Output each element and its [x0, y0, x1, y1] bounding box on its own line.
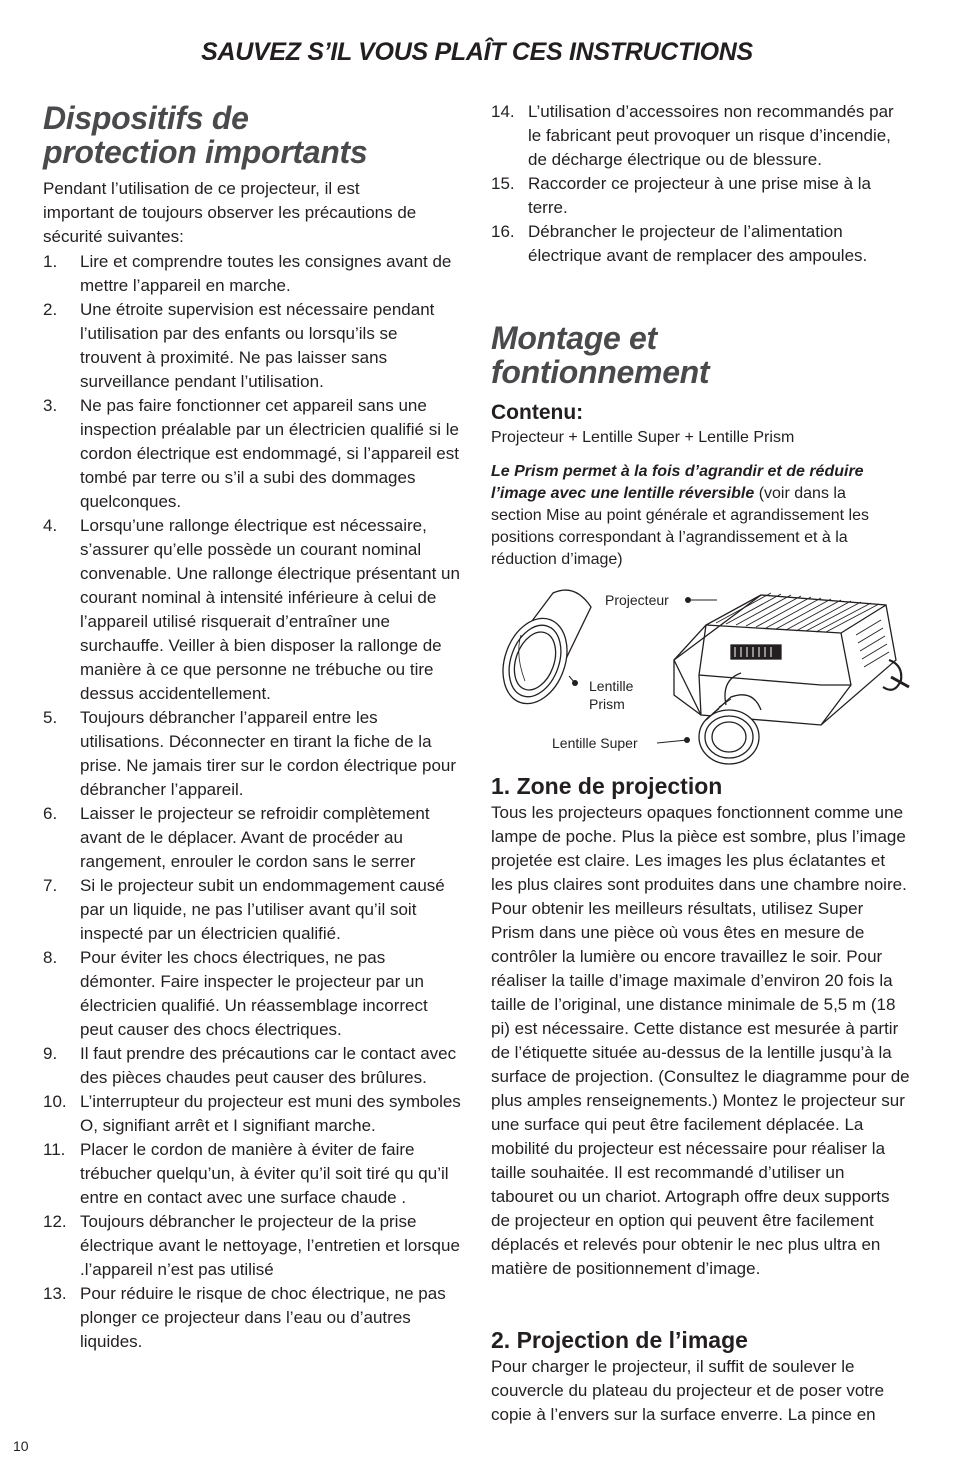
list-item-text: Il faut prendre des précautions car le contact avec des pièces chaudes peut causer des brûlures. — [80, 1044, 457, 1087]
safety-list-continued — [491, 100, 901, 268]
setup-title-line-1: Montage et — [491, 320, 657, 356]
section-2-heading: 2. Projection de l’image — [491, 1327, 748, 1353]
list-item — [43, 1042, 463, 1090]
list-item — [43, 394, 463, 514]
prism-lens-drawing — [492, 590, 591, 713]
setup-title-line-2: fontionnement — [491, 354, 710, 390]
list-item-number: 11. — [43, 1140, 66, 1159]
safety-intro: Pendant l’utilisation de ce projecteur, il est important de toujours observer les précautions de sécurité suivantes: — [43, 179, 417, 246]
list-item-number: 6. — [43, 804, 58, 823]
list-item — [43, 250, 463, 298]
list-item — [43, 1138, 463, 1210]
list-item-number: 10. — [43, 1092, 67, 1111]
list-item — [491, 172, 901, 220]
list-item-number: 16. — [491, 222, 515, 241]
list-item-text: Toujours débrancher l’appareil entre les utilisations. Déconnecter en tirant la fiche de la prise. Ne jamais tirer sur le cordon électrique pour débrancher l’appareil. — [80, 708, 457, 799]
list-item — [43, 1090, 463, 1138]
label-prism-lens-line-2: Prism — [589, 696, 625, 712]
list-item-number: 15. — [491, 174, 515, 193]
label-prism-lens-line-1: Lentille — [589, 678, 634, 694]
label-super-lens: Lentille Super — [552, 735, 638, 751]
list-item-number: 8. — [43, 948, 58, 967]
label-projector: Projecteur — [605, 592, 669, 608]
list-item-number: 13. — [43, 1284, 67, 1303]
contents-text: Projecteur + Lentille Super + Lentille Prism — [491, 429, 795, 446]
list-item — [43, 1282, 463, 1354]
page-header: SAUVEZ S’IL VOUS PLAÎT CES INSTRUCTIONS — [201, 38, 753, 66]
list-item — [43, 874, 463, 946]
section-1-heading: 1. Zone de projection — [491, 773, 723, 799]
list-item-text: Si le projecteur subit un endommagement causé par un liquide, ne pas l’utiliser avant qu’il soit inspecté par un électricien qualifié. — [80, 876, 445, 943]
label-prism-lens — [589, 677, 633, 713]
list-item-number: 2. — [43, 300, 58, 319]
contents-heading: Contenu: — [491, 401, 584, 424]
list-item-text: Lorsqu’une rallonge électrique est nécessaire, s’assurer qu’elle possède un courant nominal convenable. Une rallonge électrique présentant un courant nominal à intensité inférieure à celui de l’appareil utilisé risquerait d’entraîner une surchauffe. Veiller à bien disposer la rallonge de manière à ce que personne ne trébuche ou tire dessus accidentellement. — [80, 516, 460, 703]
prism-description-text: (voir dans la section Mise au point générale et agrandissement les positions correspondant à l’agrandissement et à la réduction d’image) — [491, 485, 869, 568]
list-item-number: 9. — [43, 1044, 58, 1063]
prism-description — [491, 461, 886, 571]
section-1-text: Tous les projecteurs opaques fonctionnent comme une lampe de poche. Plus la pièce est sombre, plus l’image projetée est claire. Les images les plus éclatantes et les plus claires sont produites dans une chambre noire. Pour obtenir les meilleurs résultats, utilisez Super Prism dans une pièce où vous êtes en mesure de contrôler la lumière ou encore travaillez le soir. Pour réaliser la taille d’image maximale d’environ 20 fois la taille de l’original, une distance minimale de 5,5 m (18 pi) est nécessaire. Cette distance est mesurée à partir de l’étiquette située au-dessus de la lentille jusqu’à la surface de projection. (Consultez le diagramme pour de plus amples renseignements.) Montez le projecteur sur une surface qui peut être facilement déplacée. La mobilité du projecteur est nécessaire pour réaliser la taille souhaitée. Il est recommandé d’utiliser un tabouret ou un chariot. Artograph offre deux supports de projecteur en option qui peuvent être facilement déplacés et relevés pour obtenir le nec plus ultra en matière de positionnement d’image. — [491, 803, 910, 1278]
list-item-number: 14. — [491, 102, 515, 121]
list-item-text: Ne pas faire fonctionner cet appareil sans une inspection préalable par un électricien qualifié si le cordon électrique est endommagé, si l’appareil est tombé par terre ou s’il a subi des dommages quelconques. — [80, 396, 459, 511]
safety-title-line-2: protection importants — [43, 134, 368, 170]
list-item-text: Toujours débrancher le projecteur de la prise électrique avant le nettoyage, l’entretien et lorsque .l’appareil n’est pas utilisé — [80, 1212, 460, 1279]
list-item — [43, 802, 463, 874]
list-item-text: Laisser le projecteur se refroidir complètement avant de le déplacer. Avant de procéder au rangement, enrouler le cordon sans le serrer — [80, 804, 430, 871]
list-item — [43, 706, 463, 802]
list-item-number: 3. — [43, 396, 58, 415]
list-item-number: 12. — [43, 1212, 67, 1231]
section-2-text: Pour charger le projecteur, il suffit de soulever le couvercle du plateau du projecteur et de poser votre copie à l’envers sur la surface enverre. La pince en — [491, 1357, 885, 1424]
safety-list — [43, 250, 463, 1354]
list-item-text: L’utilisation d’accessoires non recommandés par le fabricant peut provoquer un risque d’incendie, de décharge électrique ou de blessure. — [528, 102, 894, 169]
list-item-text: Pour éviter les chocs électriques, ne pas démonter. Faire inspecter le projecteur par un électricien qualifié. Un réassemblage incorrect peut causer des chocs électriques. — [80, 948, 428, 1039]
list-item — [491, 220, 901, 268]
list-item-text: Une étroite supervision est nécessaire pendant l’utilisation par des enfants ou lorsqu’ils se trouvent à proximité. Ne pas laisser sans surveillance pendant l’utilisation. — [80, 300, 435, 391]
list-item — [43, 514, 463, 706]
list-item — [43, 298, 463, 394]
list-item-number: 4. — [43, 516, 58, 535]
list-item — [491, 100, 901, 172]
safety-title — [43, 101, 367, 169]
list-item-text: Placer le cordon de manière à éviter de faire trébucher quelqu’un, à éviter qu’il soit tiré qu qu’il entre en contact avec une surface chaude . — [80, 1140, 449, 1207]
list-item-number: 5. — [43, 708, 58, 727]
list-item — [43, 1210, 463, 1282]
product-illustration — [491, 585, 916, 765]
list-item-text: L’interrupteur du projecteur est muni des symboles O, signifiant arrêt et I signifiant marche. — [80, 1092, 461, 1135]
list-item-number: 7. — [43, 876, 58, 895]
list-item — [43, 946, 463, 1042]
list-item-number: 1. — [43, 252, 58, 271]
list-item-text: Débrancher le projecteur de l’alimentation électrique avant de remplacer des ampoules. — [528, 222, 868, 265]
safety-title-line-1: Dispositifs de — [43, 100, 249, 136]
prism-description-bold: Le Prism permet à la fois d’agrandir et de réduire l’image avec une lentille réversible — [491, 463, 864, 502]
list-item-text: Pour réduire le risque de choc électrique, ne pas plonger ce projecteur dans l’eau ou d’autres liquides. — [80, 1284, 446, 1351]
projector-body-drawing — [674, 593, 909, 725]
page-number: 10 — [13, 1438, 29, 1454]
list-item-text: Lire et comprendre toutes les consignes avant de mettre l’appareil en marche. — [80, 252, 452, 295]
setup-title — [491, 321, 709, 389]
list-item-text: Raccorder ce projecteur à une prise mise à la terre. — [528, 174, 871, 217]
